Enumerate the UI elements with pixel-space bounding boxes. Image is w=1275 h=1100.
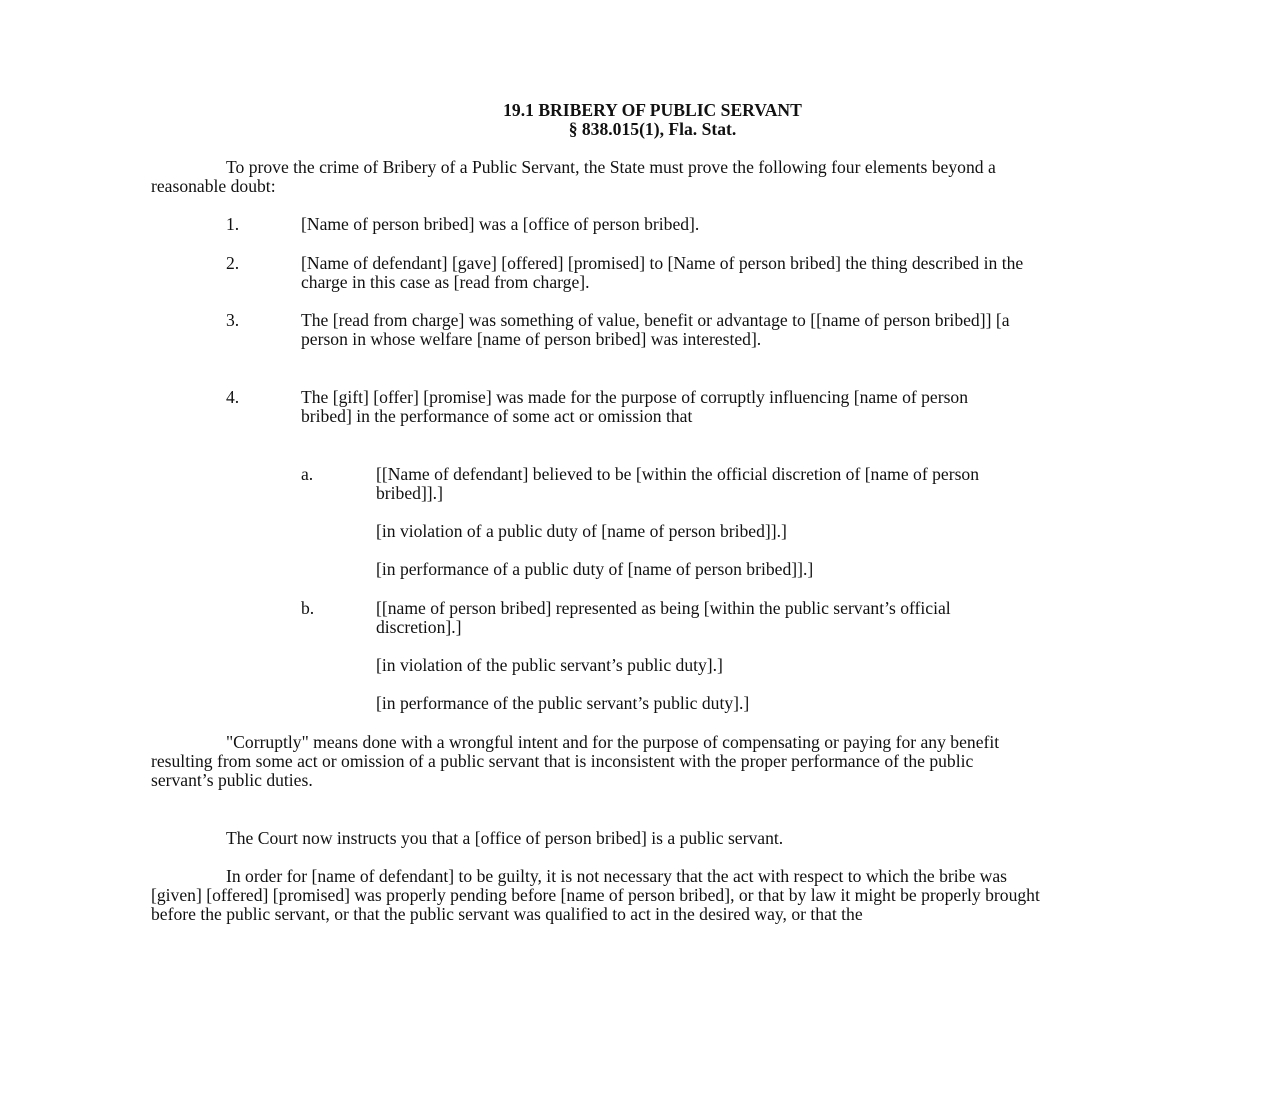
heading <box>0 101 1275 139</box>
sub-element-a-alternative-1: [in violation of a public duty of [name of person bribed]].] <box>376 521 787 541</box>
element-text: The [gift] [offer] [promise] was made for the purpose of corruptly influencing [name of person bribed] in the performance of some act or omission that <box>301 387 969 426</box>
sub-element-b-alternative-1: [in violation of the public servant’s public duty].] <box>376 655 723 675</box>
corruptly-definition: "Corruptly" means done with a wrongful intent and for the purpose of compensating or paying for any benefit resulting from some act or omission of a public servant that is inconsistent with the proper performance of the public servant’s public duties. <box>151 732 1000 790</box>
sub-element-letter: a. <box>301 464 314 484</box>
element-text: The [read from charge] was something of value, benefit or advantage to [[name of person bribed]] [a person in whose welfare [name of person bribed] was interested]. <box>301 310 1010 349</box>
sub-element-b-alternative-2: [in performance of the public servant’s public duty].] <box>376 693 750 713</box>
guilt-paragraph: In order for [name of defendant] to be guilty, it is not necessary that the act with respect to which the bribe was [given] [offered] [promised] was properly pending before [name of person bribed], or that by law it might be properly brought before the public servant, or that the public servant was qualified to act in the desired way, or that the <box>151 866 1040 924</box>
statute-reference: § 838.015(1), Fla. Stat. <box>568 119 737 139</box>
page-title: 19.1 BRIBERY OF PUBLIC SERVANT <box>503 100 802 120</box>
sub-element-text: [[Name of defendant] believed to be [within the official discretion of [name of person bribed]].] <box>376 464 980 503</box>
element-text: [Name of person bribed] was a [office of person bribed]. <box>301 214 700 234</box>
sub-element-a-alternative-2: [in performance of a public duty of [name of person bribed]].] <box>376 559 814 579</box>
court-instruction: The Court now instructs you that a [office of person bribed] is a public servant. <box>226 828 784 848</box>
element-number: 2. <box>226 253 240 273</box>
element-number: 1. <box>226 214 240 234</box>
sub-element-letter: b. <box>301 598 315 618</box>
intro-paragraph: To prove the crime of Bribery of a Public Servant, the State must prove the following four elements beyond a reasonable doubt: <box>151 157 996 196</box>
element-number: 3. <box>226 310 240 330</box>
sub-element-text: [[name of person bribed] represented as being [within the public servant’s official discretion].] <box>376 598 951 637</box>
element-text: [Name of defendant] [gave] [offered] [promised] to [Name of person bribed] the thing described in the charge in this case as [read from charge]. <box>301 253 1024 292</box>
element-number: 4. <box>226 387 240 407</box>
